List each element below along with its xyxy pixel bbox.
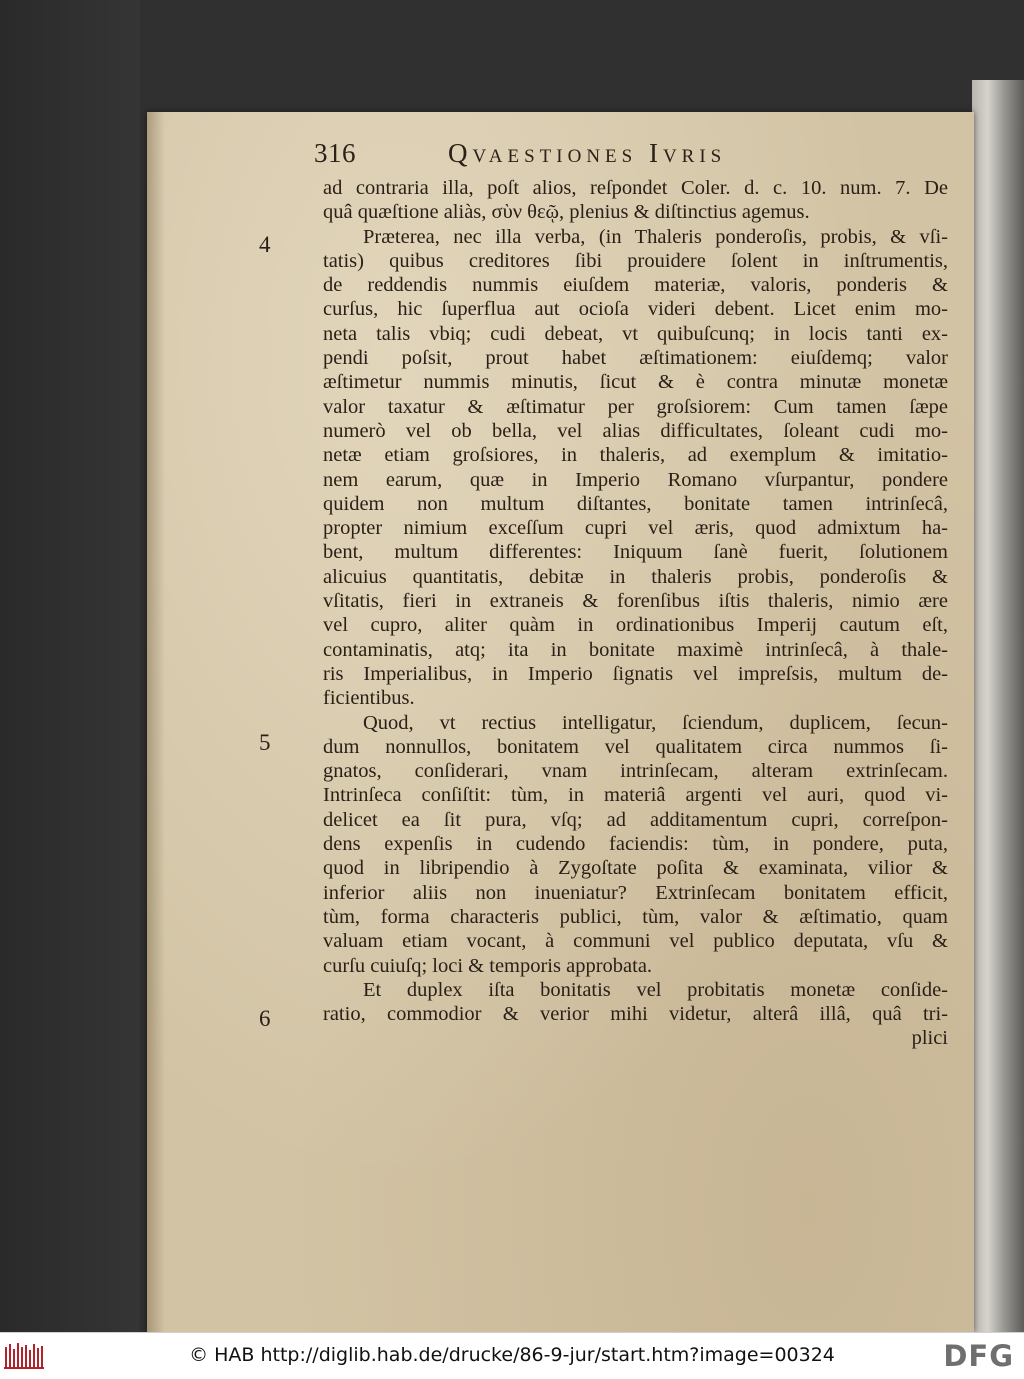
text-line: Præterea, nec illa verba, (in Thaleris ponderoſis, probis, & vſi- <box>363 225 948 248</box>
text-line: quidem non multum diſtantes, bonitate tamen intrinſecâ, <box>323 492 948 515</box>
text-line: propter nimium exceſſum cupri vel æris, quod admixtum ha- <box>323 517 948 540</box>
text-line: nem earum, quæ in Imperio Romano vſurpantur, pondere <box>323 468 948 491</box>
page-gutter-shadow <box>147 112 165 1332</box>
text-line: tatis) quibus creditores ſibi prouidere ſolent in inſtrumentis, <box>323 249 948 272</box>
text-line: vſitatis, fieri in extraneis & forenſibus iſtis thaleris, nimio ære <box>323 590 948 613</box>
margin-number-6: 6 <box>259 1006 271 1031</box>
text-line: curſus, hic ſuperflua aut ocioſa videri debent. Licet enim mo- <box>323 298 948 321</box>
running-head: Qvaestiones Ivris <box>448 138 727 168</box>
text-line: æſtimetur nummis minutis, ſicut & è contra minutæ monetæ <box>323 371 948 394</box>
text-line: inferior aliis non inueniatur? Extrinſecam bonitatem efficit, <box>323 881 948 904</box>
text-line: delicet ea ſit pura, vſq; ad additamentum cupri, correſpon- <box>323 808 948 831</box>
page-header <box>314 138 934 178</box>
margin-number-4: 4 <box>259 232 271 257</box>
text-line: contaminatis, atq; ita in bonitate maximè intrinſecâ, à thale- <box>323 638 948 661</box>
text-line: curſu cuiuſq; loci & temporis approbata. <box>323 954 653 977</box>
text-line: quâ quæſtione aliàs, σὺν θεῷ, plenius & diſtinctius agemus. <box>323 201 810 224</box>
text-line: de reddendis nummis eiuſdem materiæ, valoris, ponderis & <box>323 274 948 297</box>
page-number: 316 <box>314 138 356 168</box>
dfg-logo: DFG <box>943 1339 1014 1373</box>
body-text <box>323 176 948 1051</box>
text-line: Et duplex iſta bonitatis vel probitatis monetæ conſide- <box>363 978 948 1001</box>
text-line: vel cupro, aliter quàm in ordinationibus Imperij cautum eſt, <box>323 614 948 637</box>
viewer-footer <box>0 1332 1024 1379</box>
text-line: neta talis vbiq; cudi debeat, vt quibuſcunq; in locis tanti ex- <box>323 322 948 345</box>
copyright-link[interactable]: © HAB http://diglib.hab.de/drucke/86-9-jur/start.htm?image=00324 <box>189 1344 835 1366</box>
text-line: tùm, forma characteris publici, tùm, valor & æſtimatio, quam <box>323 905 948 928</box>
text-line: gnatos, conſiderari, vnam intrinſecam, alteram extrinſecam. <box>323 760 948 783</box>
scan-background-left <box>0 0 140 1332</box>
text-line: alicuius quantitatis, debitæ in thaleris probis, ponderoſis & <box>323 565 948 588</box>
text-line: ris Imperialibus, in Imperio ſignatis vel impreſsis, multum de- <box>323 662 948 685</box>
text-line: dum nonnullos, bonitatem vel qualitatem circa nummos ſi- <box>323 735 948 758</box>
text-line: netæ etiam groſsiores, in thaleris, ad exemplum & imitatio- <box>323 444 948 467</box>
text-line: dens expenſis in cudendo faciendis: tùm, in pondere, puta, <box>323 833 948 856</box>
text-line: Quod, vt rectius intelligatur, ſciendum, duplicem, ſecun- <box>363 711 948 734</box>
text-line: bent, multum differentes: Iniquum ſanè fuerit, ſolutionem <box>323 541 948 564</box>
text-line: pendi poſsit, prout habet æſtimationem: eiuſdemq; valor <box>323 347 948 370</box>
text-line: ratio, commodior & verior mihi videtur, alterâ illâ, quâ tri- <box>323 1003 948 1026</box>
text-line: ficientibus. <box>323 687 415 710</box>
margin-number-5: 5 <box>259 730 271 755</box>
catchword: plici <box>911 1027 948 1050</box>
text-line: numerò vel ob bella, vel alias difficultates, ſoleant cudi mo- <box>323 419 948 442</box>
text-line: Intrinſeca conſiſtit: tùm, in materiâ argenti vel auri, quod vi- <box>323 784 948 807</box>
book-page <box>147 112 974 1332</box>
text-line: ad contraria illa, poſt alios, reſpondet Coler. d. c. 10. num. 7. De <box>323 177 948 199</box>
book-edge-right <box>972 80 1024 1332</box>
text-line: valuam etiam vocant, à communi vel publico deputata, vſu & <box>323 930 948 953</box>
text-line: valor taxatur & æſtimatur per groſsiorem: Cum tamen ſæpe <box>323 395 948 418</box>
text-line: quod in libripendio à Zygoſtate poſita & examinata, vilior & <box>323 857 948 880</box>
